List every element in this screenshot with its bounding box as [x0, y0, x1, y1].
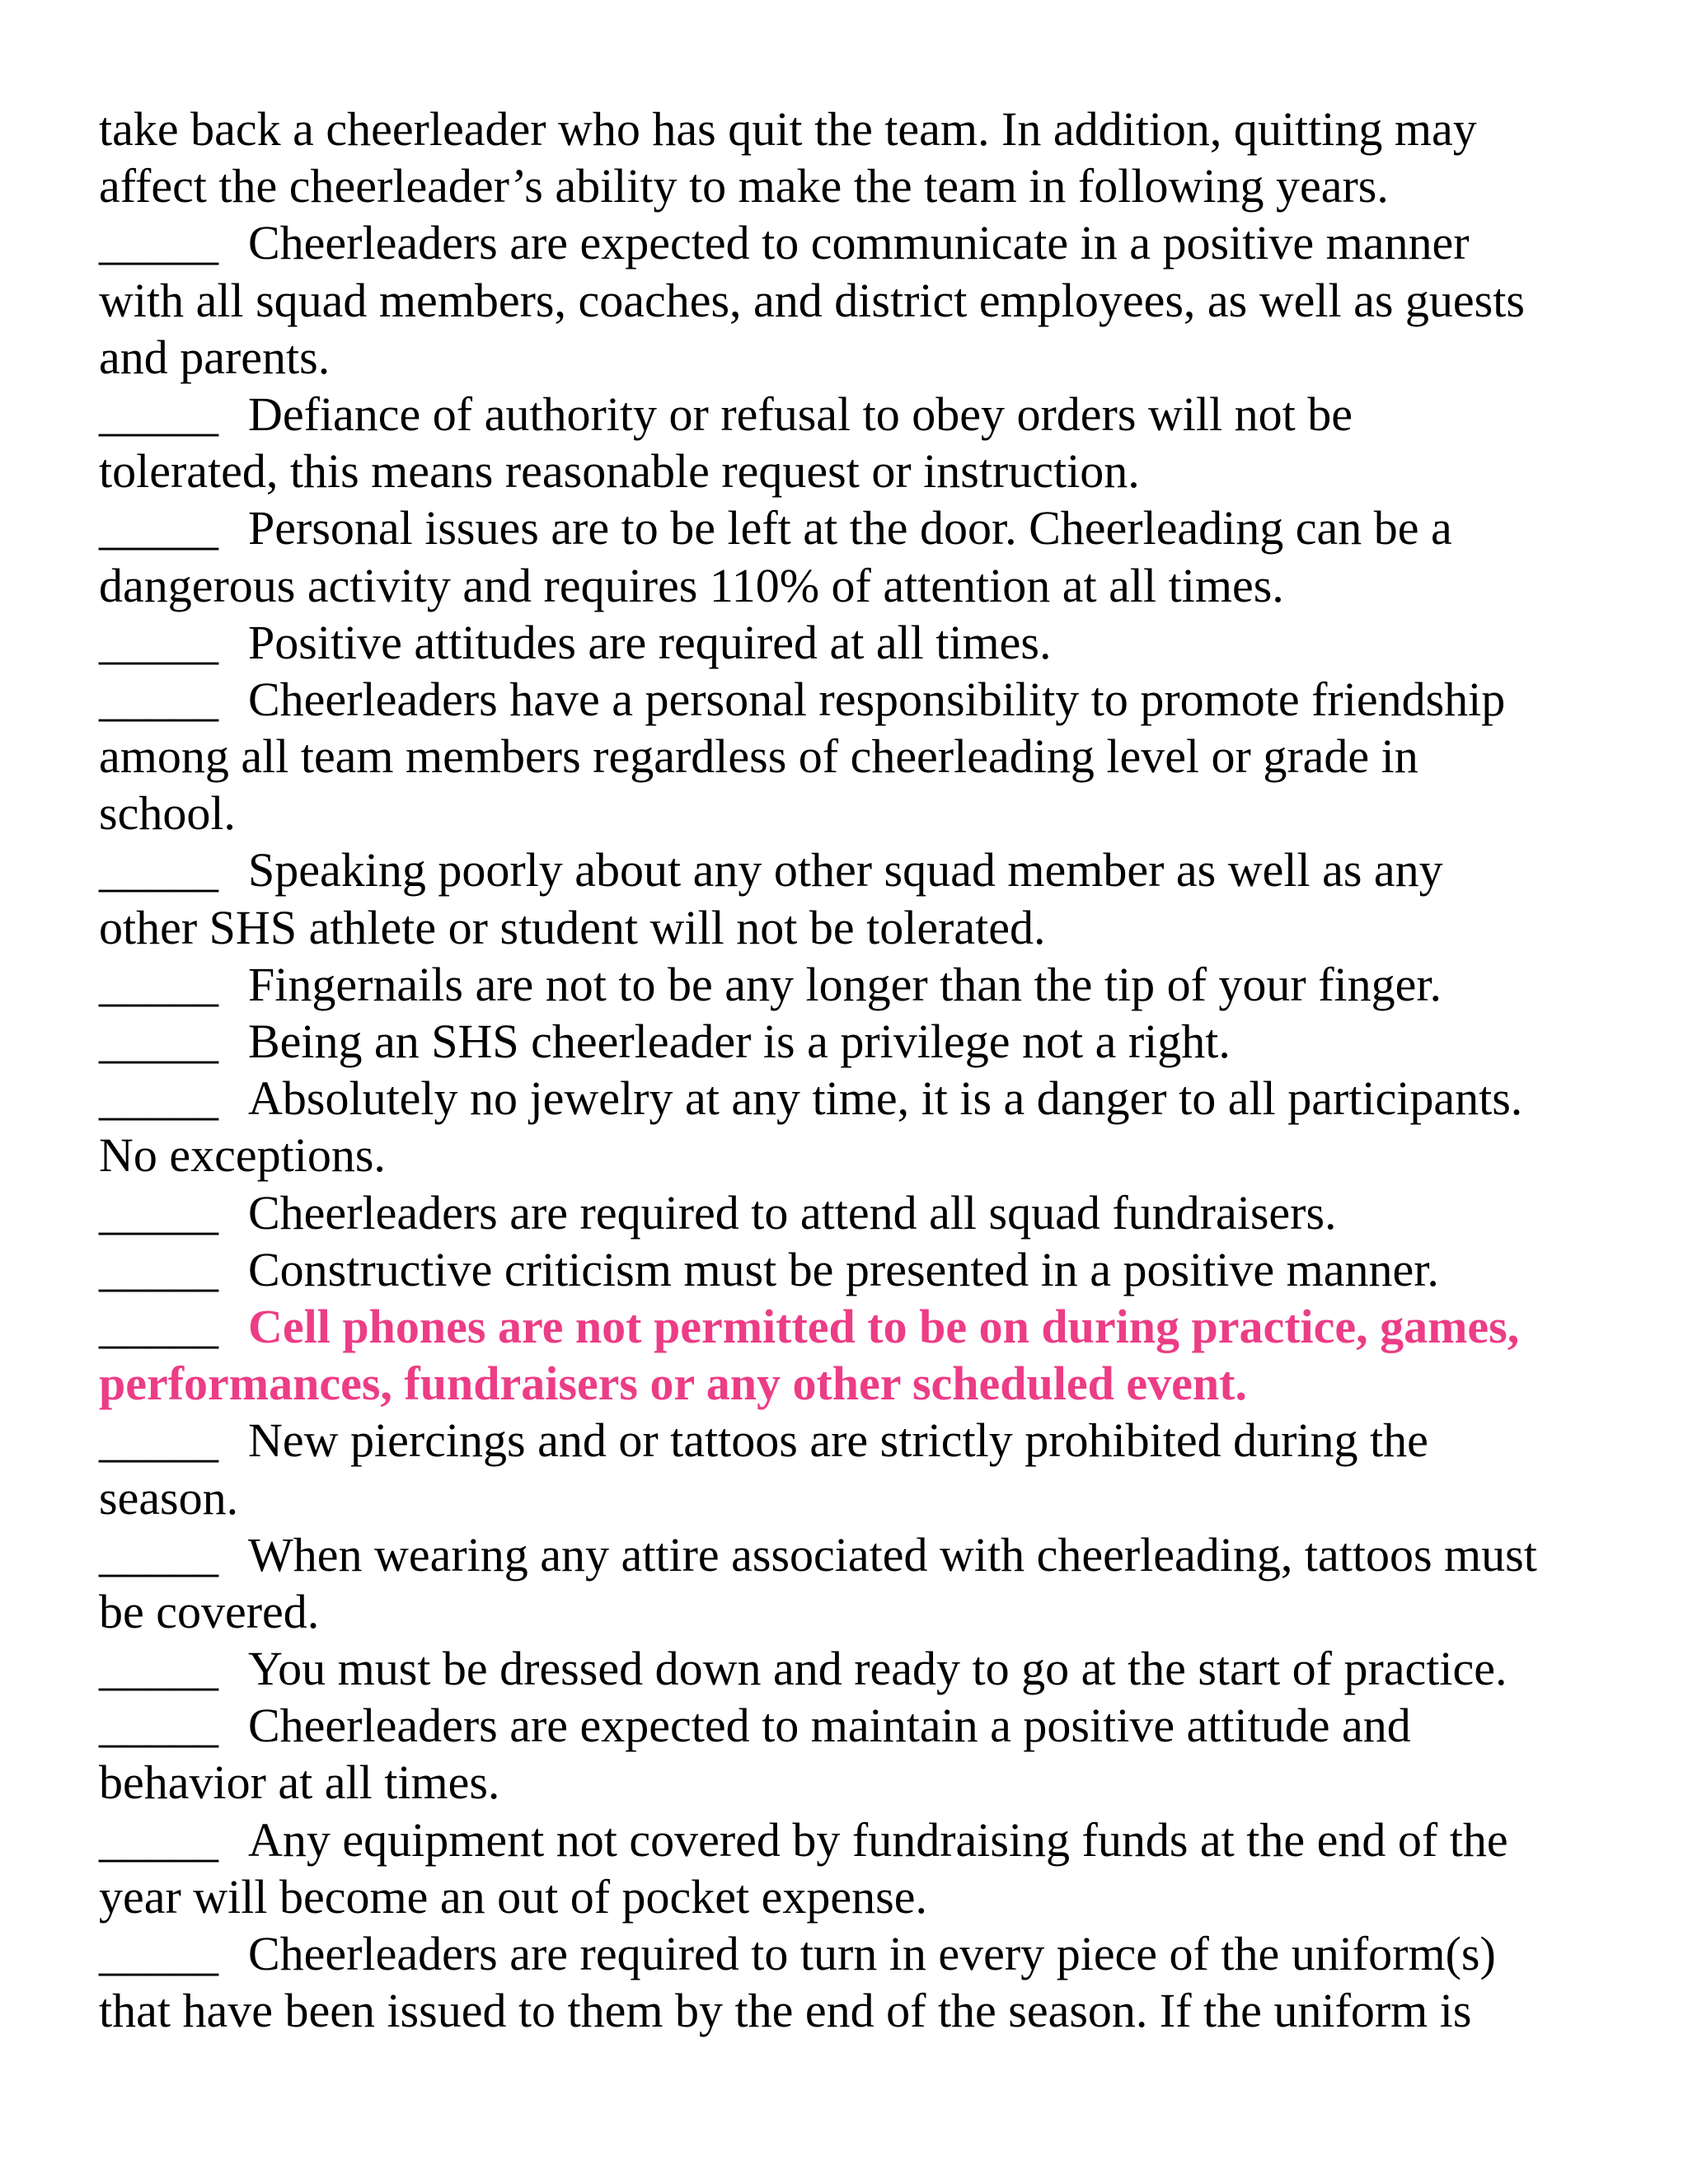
initial-blank: _____: [99, 1413, 218, 1468]
initial-blank: _____: [99, 1242, 218, 1296]
rule-text: and parents.: [99, 330, 331, 384]
document-line: [99, 899, 1624, 956]
document-line: [99, 671, 1624, 728]
initial-blank: _____: [99, 1299, 218, 1353]
document-line: [99, 1013, 1624, 1070]
initial-blank: _____: [99, 216, 218, 270]
document-line: [99, 1412, 1624, 1469]
rule-text: other SHS athlete or student will not be tolerated.: [99, 900, 1046, 954]
document-line: [99, 956, 1624, 1013]
rule-text: Absolutely no jewelry at any time, it is a danger to all participants.: [248, 1071, 1523, 1126]
rule-text: Speaking poorly about any other squad member as well as any: [248, 843, 1443, 898]
rule-text: Cheerleaders are required to turn in every piece of the uniform(s): [248, 1927, 1496, 1980]
initial-blank: _____: [99, 1185, 218, 1240]
rule-text: year will become an out of pocket expense.: [99, 1869, 927, 1924]
document-line: [99, 1640, 1624, 1697]
initial-blank: _____: [99, 387, 218, 441]
initial-blank: _____: [99, 843, 218, 898]
rule-text: Personal issues are to be left at the door. Cheerleading can be a: [248, 501, 1452, 555]
rule-text: tolerated, this means reasonable request or instruction.: [99, 444, 1140, 499]
highlighted-rule-text: performances, fundraisers or any other scheduled event.: [99, 1357, 1247, 1411]
rule-text: take back a cheerleader who has quit the team. In addition, quitting may: [99, 102, 1477, 156]
rule-text: Cheerleaders are expected to communicate in a positive manner: [248, 216, 1470, 270]
rule-text: school.: [99, 786, 236, 841]
document-line: [99, 1583, 1624, 1640]
highlighted-rule-text: Cell phones are not permitted to be on during practice, games,: [248, 1299, 1520, 1353]
document-line: [99, 272, 1624, 329]
document-line: [99, 1982, 1624, 2039]
document-line: [99, 101, 1624, 157]
initial-blank: _____: [99, 1015, 218, 1068]
document-line: [99, 728, 1624, 785]
document-line: [99, 214, 1624, 271]
initial-blank: _____: [99, 1071, 218, 1126]
document-line: [99, 1811, 1624, 1868]
document-line: [99, 1868, 1624, 1925]
document-line: [99, 1469, 1624, 1526]
document-line: [99, 157, 1624, 214]
initial-blank: _____: [99, 957, 218, 1011]
document-page: [99, 101, 1624, 2039]
initial-blank: _____: [99, 1927, 218, 1980]
document-line: [99, 1754, 1624, 1811]
initial-blank: _____: [99, 1527, 218, 1582]
initial-blank: _____: [99, 615, 218, 669]
initial-blank: _____: [99, 1699, 218, 1753]
document-line: [99, 1526, 1624, 1583]
initial-blank: _____: [99, 1642, 218, 1696]
rule-text: among all team members regardless of cheerleading level or grade in: [99, 729, 1418, 784]
rule-text: affect the cheerleader’s ability to make the team in following years.: [99, 159, 1389, 213]
initial-blank: _____: [99, 501, 218, 555]
document-line: [99, 1355, 1624, 1412]
document-line: [99, 841, 1624, 898]
document-line: [99, 386, 1624, 443]
rule-text: season.: [99, 1470, 239, 1525]
rule-text: dangerous activity and requires 110% of attention at all times.: [99, 558, 1284, 612]
rule-text: Being an SHS cheerleader is a privilege not a right.: [248, 1015, 1231, 1068]
document-line: [99, 1127, 1624, 1183]
document-line: [99, 499, 1624, 556]
initial-blank: _____: [99, 672, 218, 726]
initial-blank: _____: [99, 1812, 218, 1867]
rule-text: be covered.: [99, 1584, 320, 1638]
rule-text: Cheerleaders are required to attend all squad fundraisers.: [248, 1185, 1337, 1240]
document-line: [99, 785, 1624, 841]
document-line: [99, 1925, 1624, 1982]
rule-text: Defiance of authority or refusal to obey orders will not be: [248, 387, 1353, 441]
rule-text: with all squad members, coaches, and district employees, as well as guests: [99, 273, 1525, 327]
rule-text: Cheerleaders are expected to maintain a positive attitude and: [248, 1699, 1411, 1753]
rule-text: New piercings and or tattoos are strictly prohibited during the: [248, 1413, 1428, 1468]
document-line: [99, 443, 1624, 499]
document-line: [99, 1241, 1624, 1298]
rule-text: Fingernails are not to be any longer than the tip of your finger.: [248, 957, 1442, 1011]
document-line: [99, 1184, 1624, 1241]
rule-text: Positive attitudes are required at all times.: [248, 615, 1052, 669]
rule-text: that have been issued to them by the end of the season. If the uniform is: [99, 1984, 1472, 2038]
document-line: [99, 1697, 1624, 1754]
rule-text: When wearing any attire associated with cheerleading, tattoos must: [248, 1527, 1537, 1582]
rule-text: Constructive criticism must be presented in a positive manner.: [248, 1242, 1439, 1296]
document-line: [99, 1298, 1624, 1355]
rule-text: Cheerleaders have a personal responsibility to promote friendship: [248, 672, 1506, 726]
document-line: [99, 557, 1624, 614]
document-line: [99, 1070, 1624, 1127]
rule-text: Any equipment not covered by fundraising funds at the end of the: [248, 1812, 1508, 1867]
document-line: [99, 614, 1624, 671]
rule-text: You must be dressed down and ready to go at the start of practice.: [248, 1642, 1507, 1696]
rule-text: No exceptions.: [99, 1128, 386, 1183]
rule-text: behavior at all times.: [99, 1755, 500, 1810]
document-line: [99, 329, 1624, 386]
